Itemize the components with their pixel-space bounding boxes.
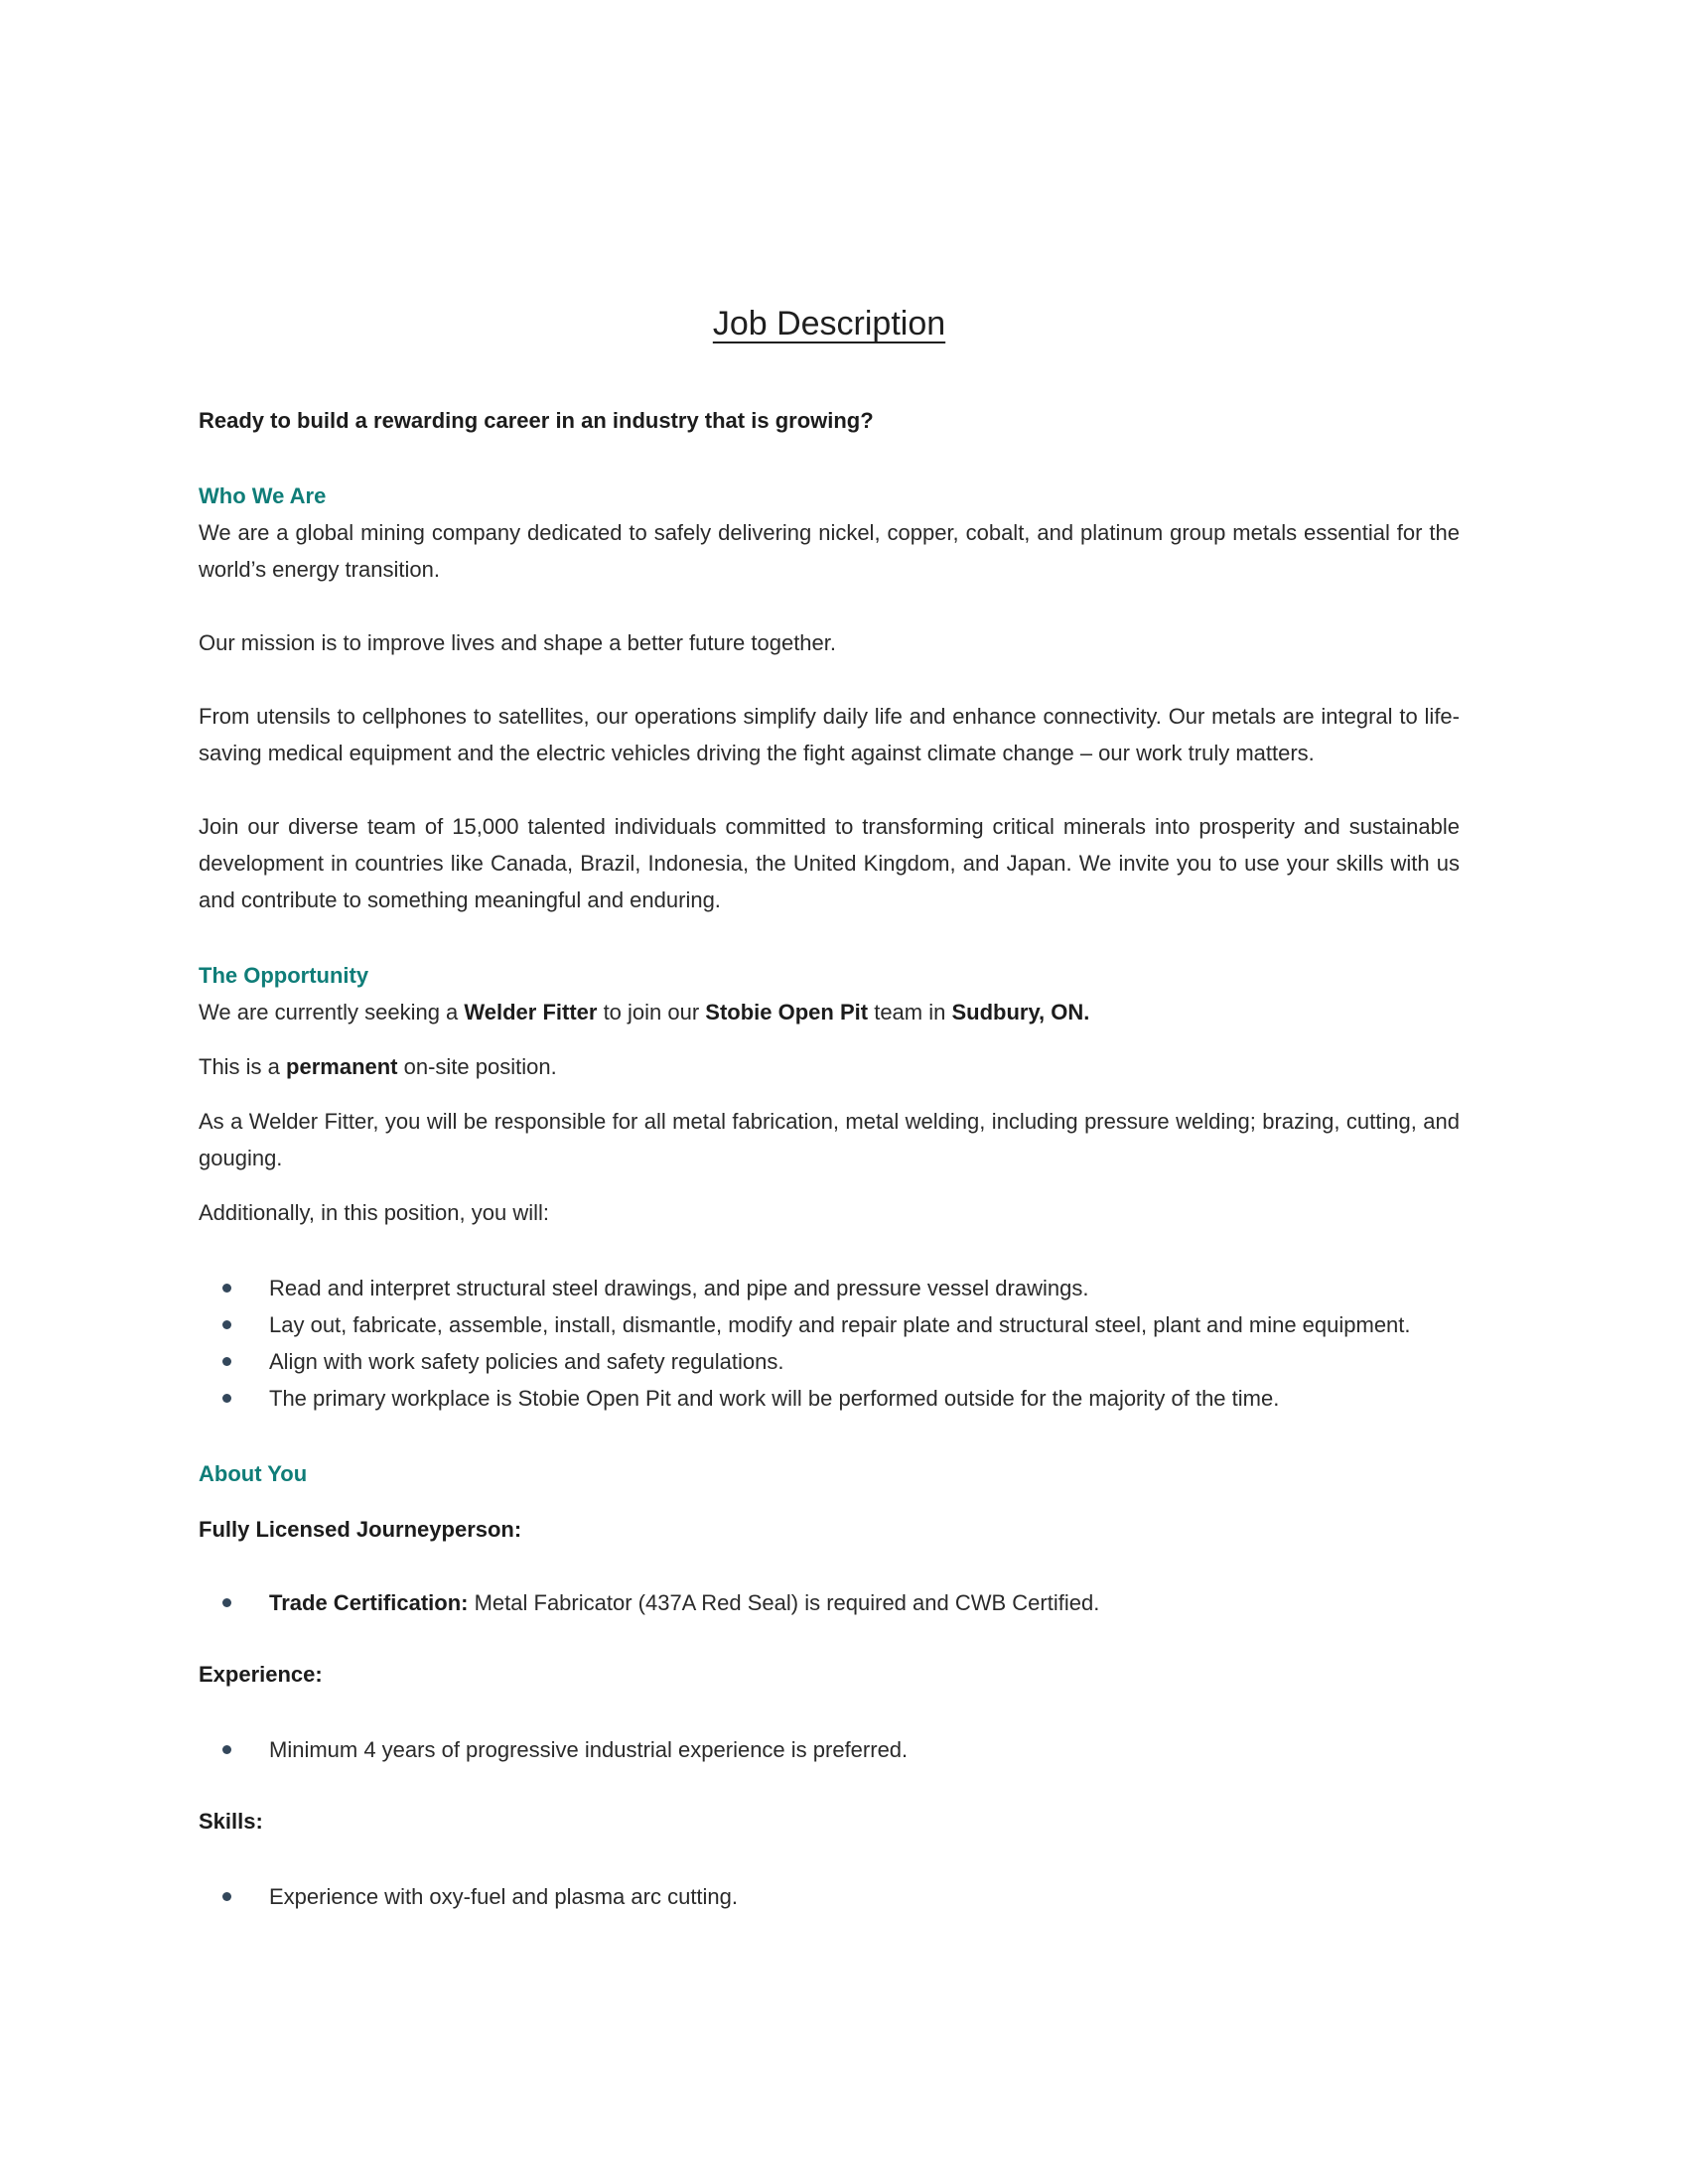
who-we-are-paragraph-1: We are a global mining company dedicated to safely delivering nickel, copper, cobalt, and platinum group metals essential for the world’s energy transition. — [199, 520, 1460, 582]
trade-certification-label: Trade Certification: — [269, 1590, 469, 1615]
intro-line: Ready to build a rewarding career in an industry that is growing? — [199, 408, 874, 433]
trade-certification-text: Metal Fabricator (437A Red Seal) is required and CWB Certified. — [468, 1590, 1100, 1615]
seeking-mid: to join our — [597, 1000, 706, 1024]
position-emphasis: permanent — [286, 1054, 398, 1079]
list-item: Read and interpret structural steel drawings, and pipe and pressure vessel drawings. — [199, 1270, 1460, 1306]
list-item — [199, 1584, 1460, 1621]
list-item: Align with work safety policies and safety regulations. — [199, 1343, 1460, 1380]
list-item: The primary workplace is Stobie Open Pit and work will be performed outside for the majority of the time. — [199, 1380, 1460, 1417]
experience-heading: Experience: — [199, 1662, 323, 1687]
position-type-line — [199, 1048, 1460, 1085]
duties-list — [199, 1270, 1460, 1417]
who-we-are-paragraph-3: From utensils to cellphones to satellites, our operations simplify daily life and enhance connectivity. Our metals are integral to life-saving medical equipment and the electric vehicles driving the fight against climate change – our work truly matters. — [199, 704, 1460, 765]
list-item: Experience with oxy-fuel and plasma arc cutting. — [199, 1878, 1460, 1915]
section-heading-the-opportunity: The Opportunity — [199, 963, 369, 988]
seeking-role: Welder Fitter — [464, 1000, 598, 1024]
additionally-line: Additionally, in this position, you will: — [199, 1200, 549, 1225]
skills-list — [199, 1878, 1460, 1915]
section-heading-who-we-are: Who We Are — [199, 483, 327, 508]
journeyperson-heading: Fully Licensed Journeyperson: — [199, 1517, 522, 1542]
position-post: on-site position. — [397, 1054, 557, 1079]
page-title — [199, 303, 1460, 344]
who-we-are-paragraph-4: Join our diverse team of 15,000 talented individuals committed to transforming critical minerals into prosperity and sustainable development in countries like Canada, Brazil, Indonesia, the United Kingdom, and Japan. We invite you to use your skills with us and contribute to something meaningful and enduring. — [199, 814, 1460, 912]
seeking-line — [199, 994, 1460, 1030]
trade-certification-list — [199, 1584, 1460, 1621]
list-item: Lay out, fabricate, assemble, install, dismantle, modify and repair plate and structural steel, plant and mine equipment. — [199, 1306, 1460, 1343]
skills-heading: Skills: — [199, 1809, 263, 1834]
page-title-text: Job Description — [712, 305, 946, 342]
list-item: Minimum 4 years of progressive industrial experience is preferred. — [199, 1731, 1460, 1768]
responsibility-paragraph: As a Welder Fitter, you will be responsible for all metal fabrication, metal welding, including pressure welding; brazing, cutting, and gouging. — [199, 1109, 1460, 1170]
seeking-pre: We are currently seeking a — [199, 1000, 465, 1024]
who-we-are-paragraph-2: Our mission is to improve lives and shape a better future together. — [199, 630, 836, 655]
position-pre: This is a — [199, 1054, 287, 1079]
seeking-team: Stobie Open Pit — [705, 1000, 869, 1024]
seeking-mid2: team in — [868, 1000, 952, 1024]
section-heading-about-you: About You — [199, 1461, 308, 1486]
experience-list — [199, 1731, 1460, 1768]
seeking-location: Sudbury, ON. — [951, 1000, 1090, 1024]
